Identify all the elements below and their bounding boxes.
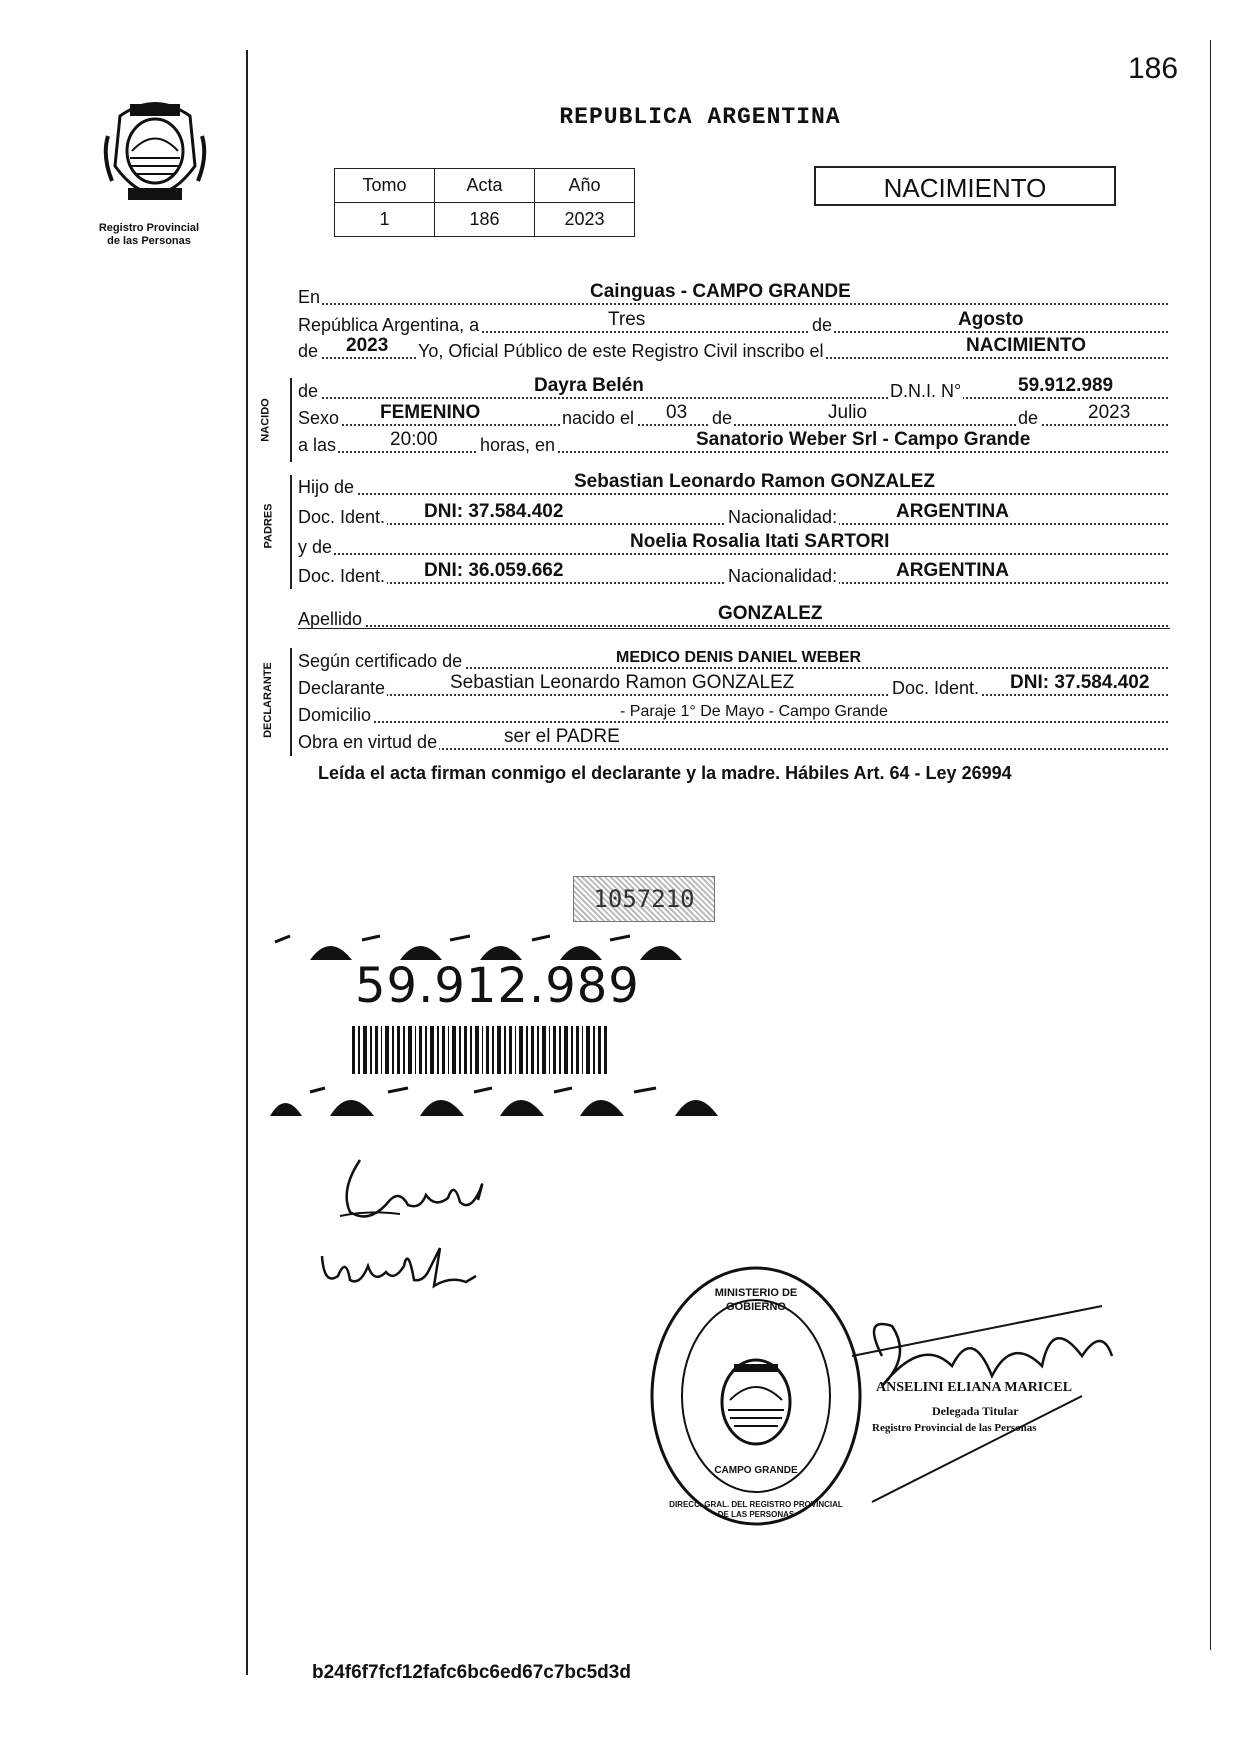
official-name: ANSELINI ELIANA MARICEL: [876, 1380, 1073, 1395]
tomo-value: 1: [335, 203, 435, 237]
birth-place-label: horas, en: [480, 435, 556, 455]
declarant-name: Sebastian Leonardo Ramon GONZALEZ: [450, 672, 795, 693]
name-label: de: [298, 381, 319, 401]
nacido-section-label: NACIDO: [259, 398, 272, 442]
declarant-label: Declarante: [298, 678, 386, 698]
barcode: [352, 1026, 608, 1074]
born-year: 2023: [1088, 402, 1131, 423]
dni-label: D.N.I. N°: [890, 381, 962, 401]
place-line: [298, 281, 1168, 308]
declarant-doc: DNI: 37.584.402: [1010, 672, 1150, 693]
capacity-value: ser el PADRE: [504, 726, 620, 747]
id-number-stamp: 59.912.989: [355, 958, 640, 1014]
date-label: República Argentina, a: [298, 315, 480, 335]
seal-inner-text: MINISTERIO DE GOBIERNO: [714, 1287, 798, 1313]
surname-underline: [298, 628, 1170, 629]
child-dni: 59.912.989: [1018, 375, 1114, 396]
logo-caption-line-2: de las Personas: [107, 235, 191, 247]
declarant-doc-label: Doc. Ident.: [892, 678, 980, 698]
surname-label: Apellido: [298, 609, 363, 629]
sex-label: Sexo: [298, 408, 340, 428]
domicile-value: - Paraje 1° De Mayo - Campo Grande: [620, 703, 888, 720]
official-seal: [648, 1264, 864, 1528]
date-line: [298, 309, 1168, 336]
place-value: Cainguas - CAMPO GRANDE: [590, 281, 851, 302]
born-label: nacido el: [562, 408, 635, 428]
father-name: Sebastian Leonardo Ramon GONZALEZ: [574, 471, 936, 492]
father-doc-line: [298, 501, 1168, 528]
father-doc: DNI: 37.584.402: [424, 501, 564, 522]
mother-doc-label: Doc. Ident.: [298, 566, 386, 586]
year-value: 2023: [346, 335, 389, 356]
ano-value: 2023: [535, 203, 635, 237]
logo-caption: [74, 222, 224, 248]
father-label: Hijo de: [298, 477, 355, 497]
sex-birth-line: [298, 402, 1168, 429]
date-de-label: de: [812, 315, 833, 335]
day-value: Tres: [608, 309, 646, 330]
domicile-label: Domicilio: [298, 705, 372, 725]
col-header-acta: Acta: [435, 169, 535, 203]
physician-signature: [316, 1236, 496, 1296]
child-name: Dayra Belén: [534, 375, 644, 396]
birth-time: 20:00: [390, 429, 438, 450]
security-pattern-top: [270, 932, 710, 960]
acta-value: 186: [435, 203, 535, 237]
col-header-tomo: Tomo: [335, 169, 435, 203]
capacity-line: [298, 726, 1168, 753]
surname-value: GONZALEZ: [718, 603, 823, 624]
capacity-label: Obra en virtud de: [298, 732, 438, 752]
declarant-signature: [330, 1150, 500, 1230]
father-nat-label: Nacionalidad:: [728, 507, 838, 527]
year-line: [298, 335, 1168, 362]
security-pattern-bottom: [270, 1084, 720, 1116]
closing-note: Leída el acta firman conmigo el declarante y la madre. Hábiles Art. 64 - Ley 26994: [318, 763, 1012, 783]
nacido-bracket: [290, 378, 292, 462]
col-header-ano: Año: [535, 169, 635, 203]
sex-value: FEMENINO: [380, 402, 481, 423]
declarante-bracket: [290, 648, 292, 756]
record-table: [334, 168, 635, 237]
padres-section-label: PADRES: [262, 503, 275, 549]
month-value: Agosto: [958, 309, 1024, 330]
inscribed-type: NACIMIENTO: [966, 335, 1086, 356]
document-title: REPUBLICA ARGENTINA: [559, 104, 841, 130]
mother-doc-line: [298, 560, 1168, 587]
domicile-line: [298, 702, 1168, 726]
page-number: 186: [1128, 52, 1179, 85]
registry-logo: [100, 96, 210, 216]
father-doc-label: Doc. Ident.: [298, 507, 386, 527]
father-nationality: ARGENTINA: [896, 501, 1009, 522]
official-signature: [852, 1296, 1122, 1512]
mother-nationality: ARGENTINA: [896, 560, 1009, 581]
record-type-box: NACIMIENTO: [814, 166, 1116, 206]
surname-line: [298, 603, 1168, 630]
born-day: 03: [666, 402, 688, 423]
seal-place: CAMPO GRANDE: [714, 1465, 798, 1476]
birth-place: Sanatorio Weber Srl - Campo Grande: [696, 429, 1031, 450]
time-place-line: [298, 429, 1168, 456]
document-hash: b24f6f7fcf12fafc6bc6ed67c7bc5d3d: [312, 1662, 631, 1683]
born-month: Julio: [828, 402, 868, 423]
official-org: Registro Provincial de las Personas: [872, 1422, 1037, 1434]
time-label: a las: [298, 435, 337, 455]
mother-name: Noelia Rosalia Itati SARTORI: [630, 531, 890, 552]
declarant-line: [298, 672, 1168, 699]
mother-doc: DNI: 36.059.662: [424, 560, 564, 581]
certificate-value: MEDICO DENIS DANIEL WEBER: [616, 649, 862, 666]
mother-line: [298, 531, 1168, 558]
left-margin-rule: [246, 50, 248, 1675]
certificate-label: Según certificado de: [298, 651, 463, 671]
father-line: [298, 471, 1168, 498]
mother-nat-label: Nacionalidad:: [728, 566, 838, 586]
inscribo-label: Yo, Oficial Público de este Registro Civil inscribo el: [418, 341, 824, 361]
born-de2-label: de: [1018, 408, 1039, 428]
name-line: [298, 375, 1168, 402]
declarante-section-label: DECLARANTE: [261, 662, 274, 738]
certificate-line: [298, 648, 1168, 672]
mother-label: y de: [298, 537, 333, 557]
small-code: 1057210: [593, 885, 695, 913]
official-role: Delegada Titular: [932, 1404, 1019, 1418]
seal-ring-text: DIRECC. GRAL. DEL REGISTRO PROVINCIAL DE LAS PERSONAS: [669, 1500, 843, 1519]
small-code-stamp: [573, 876, 715, 922]
padres-bracket: [290, 475, 292, 589]
year-de-label: de: [298, 341, 319, 361]
right-margin-rule: [1210, 40, 1211, 1650]
place-label: En: [298, 287, 321, 307]
logo-caption-line-1: Registro Provincial: [98, 222, 200, 234]
born-de-label: de: [712, 408, 733, 428]
